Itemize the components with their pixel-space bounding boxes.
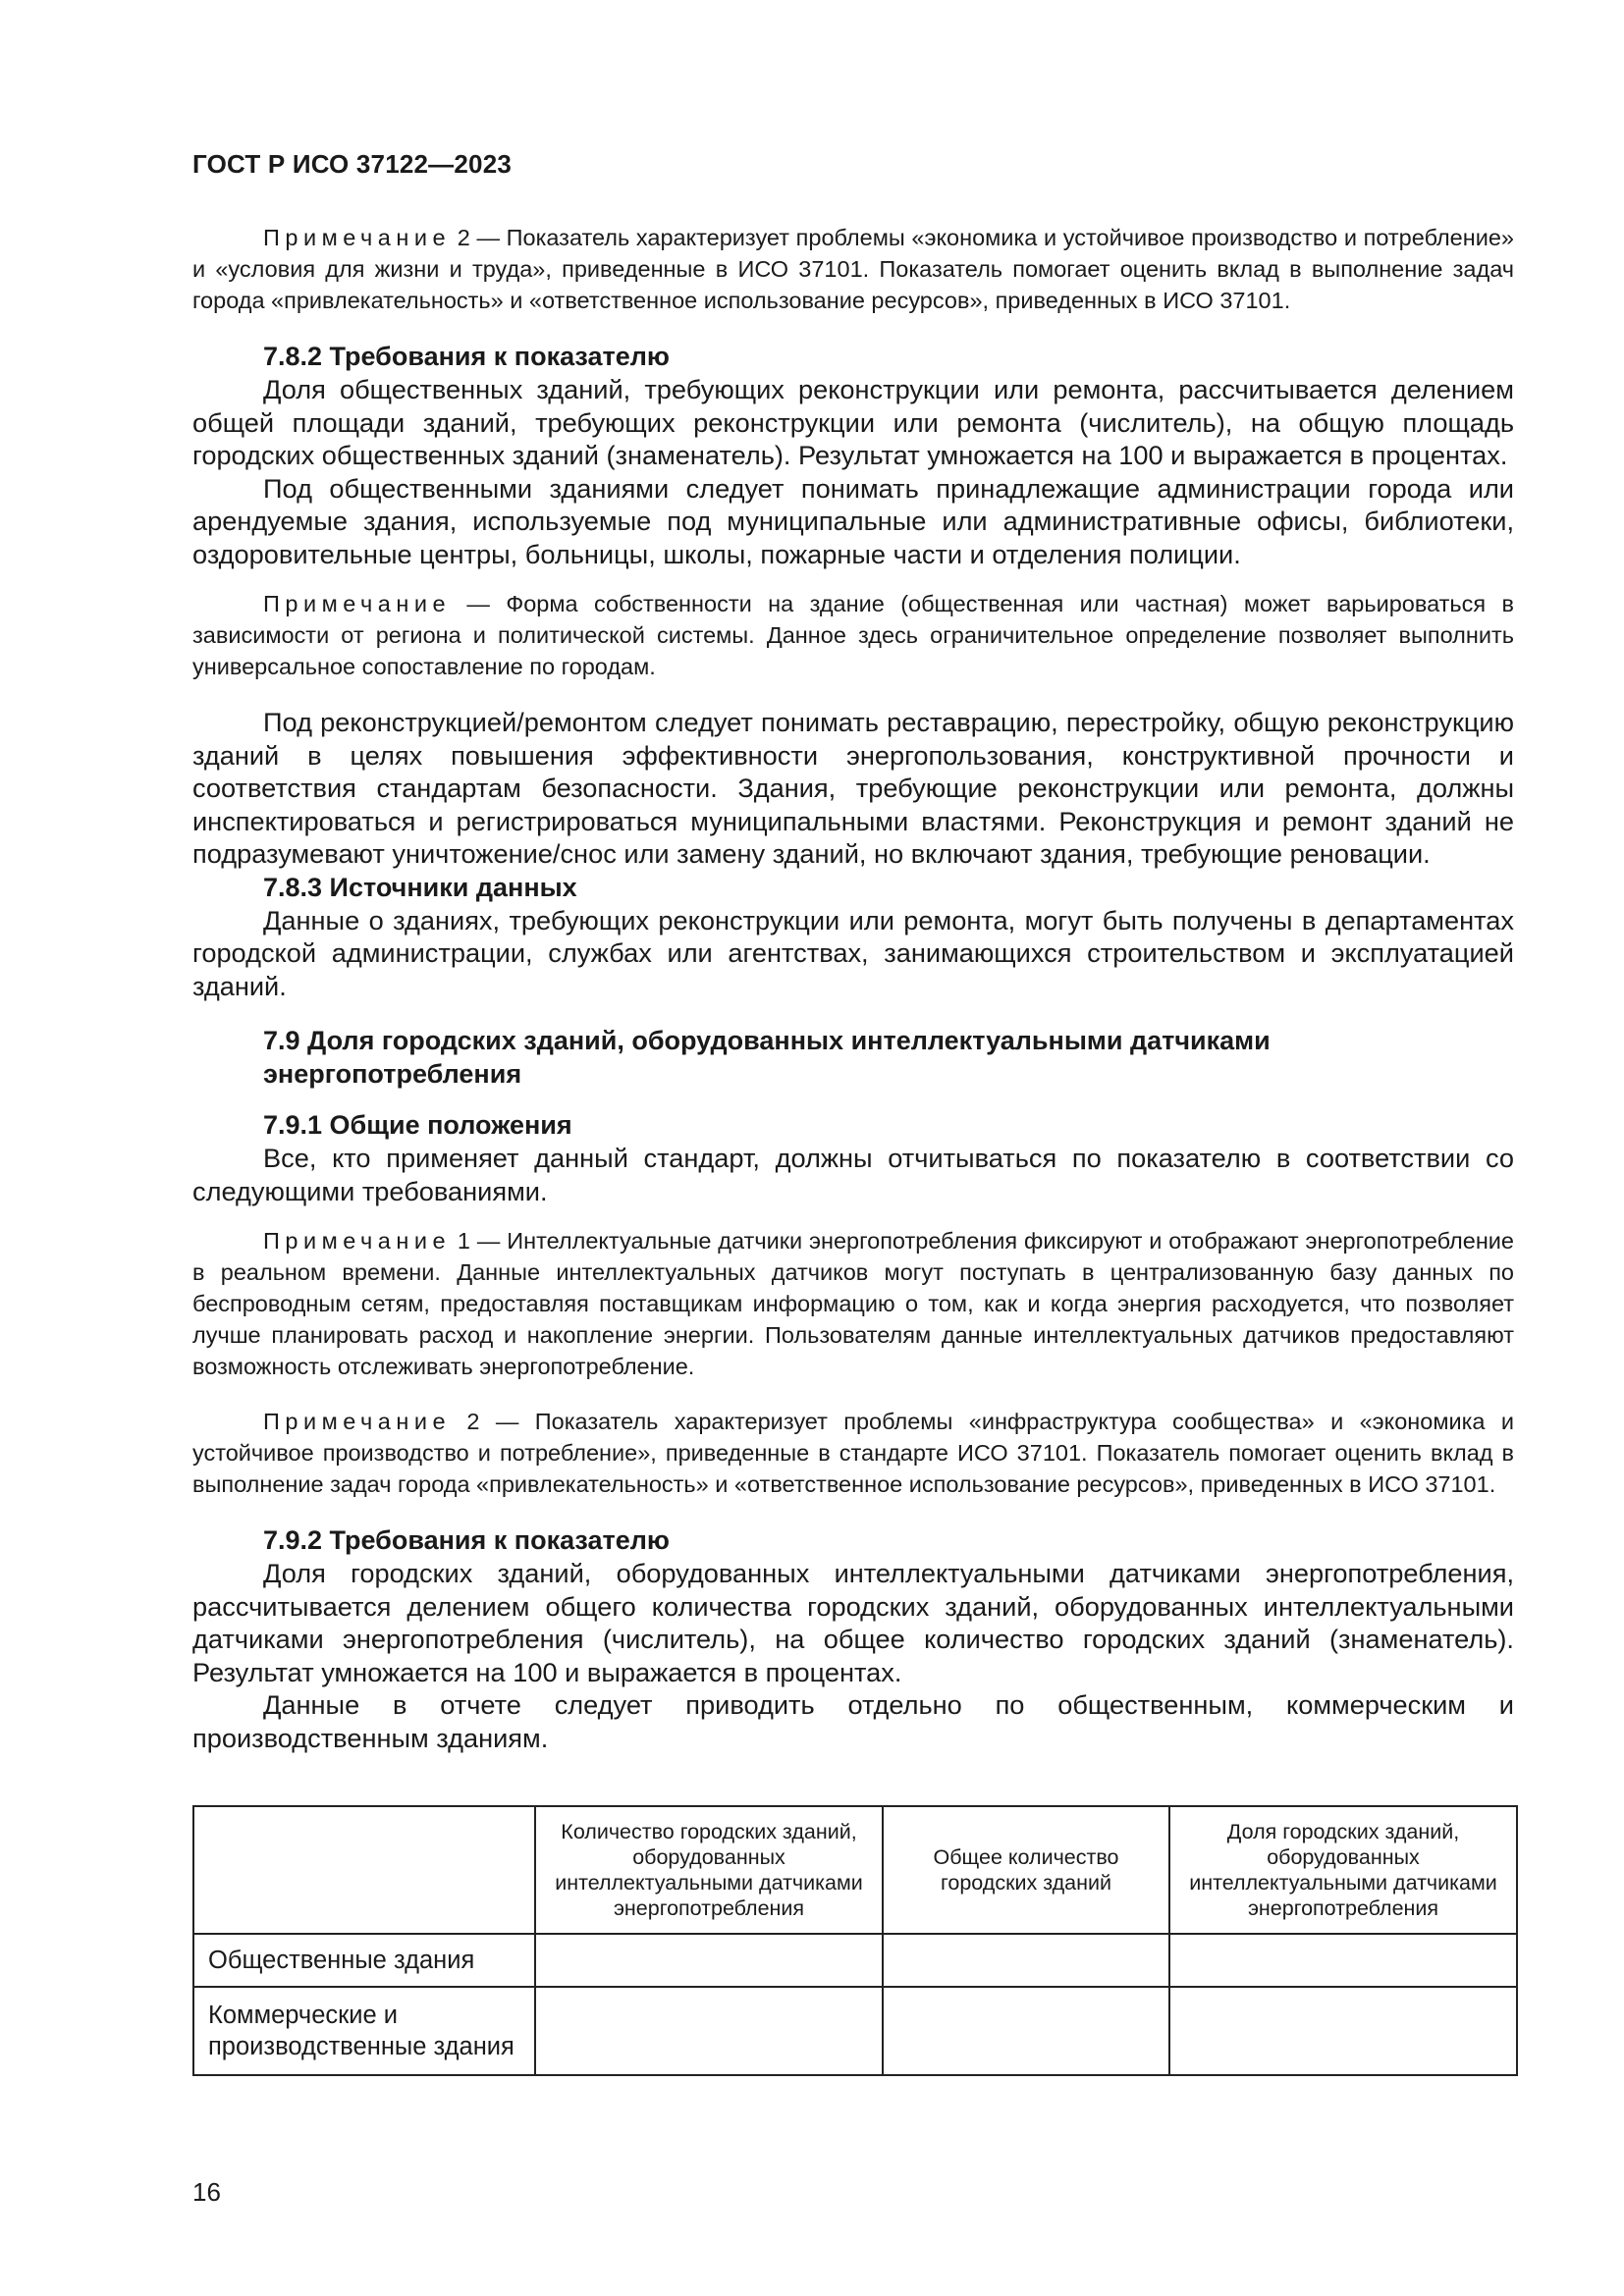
table-cell [883,1987,1169,2075]
heading-7-8-3: 7.8.3 Источники данных [263,872,577,902]
heading-7-9-2: 7.9.2 Требования к показателю [263,1525,670,1555]
paragraph: Данные о зданиях, требующих реконструкции или ремонта, могут быть получены в департаментах городской администрации, службах или агентствах, занимающихся строительством и эксплуатацией зданий. [192,904,1514,1001]
table-header-cell: Доля городских зданий, оборудованных интеллектуальными датчиками энергопотребления [1169,1806,1517,1934]
smart-sensors-table [192,1805,1518,2076]
table-cell [1169,1934,1517,1987]
note-2-community-infrastructure [192,1406,1514,1500]
note-prefix: Примечание [263,1228,452,1254]
note-1-smart-sensors [192,1225,1514,1382]
table-cell-label: Общественные здания [193,1934,535,1987]
paragraph: Все, кто применяет данный стандарт, должны отчитываться по показателю в соответствии со следующими требованиями. [192,1143,1514,1206]
paragraph: Под общественными зданиями следует понимать принадлежащие администрации города или арендуемые здания, используемые под муниципальные или административные офисы, библиотеки, оздоровительные центры, больницы, школы, пожарные части и отделения полиции. [192,472,1514,569]
paragraph: Доля общественных зданий, требующих реконструкции или ремонта, рассчитывается делением общей площади зданий, требующих реконструкции или ремонта (числитель), на общую площадь городских общественных зданий (знаменатель). Результат умножается на 100 и выражается в процентах. [192,374,1514,470]
table-header-cell: Количество городских зданий, оборудованных интеллектуальными датчиками энергопотребления [535,1806,883,1934]
table-cell [1169,1987,1517,2075]
table-cell [535,1934,883,1987]
heading-7-9 [192,1024,1514,1091]
heading-line: энергопотребления [263,1059,522,1089]
table-cell [535,1987,883,2075]
table-header-row [193,1806,1517,1934]
table-row [193,1987,1517,2075]
note-prefix: Примечание [263,1409,452,1434]
heading-7-8-2: 7.8.2 Требования к показателю [263,342,670,371]
paragraph: Данные в отчете следует приводить отдельно по общественным, коммерческим и производственным зданиям. [192,1689,1514,1753]
note-ownership [192,588,1514,682]
table-cell [883,1934,1169,1987]
note-text: 1 — Интеллектуальные датчики энергопотребления фиксируют и отображают энергопотребление в реальном времени. Данные интеллектуальных датчиков могут поступать в централизованную базу данных по беспроводным сетям, предоставляя поставщикам информацию о том, как и когда энергия расходуется, что позволяет лучше планировать расход и накопление энергии. Пользователям данные интеллектуальных датчиков предоставляют возможность отслеживать энергопотребление. [192,1228,1514,1379]
note-text: 2 — Показатель характеризует проблемы «инфраструктура сообщества» и «экономика и устойчивое производство и потребление», приведенные в стандарте ИСО 37101. Показатель помогает оценить вклад в выполнение задач города «привлекательность» и «ответственное использование ресурсов», приведенных в ИСО 37101. [192,1409,1514,1497]
heading-7-9-1: 7.9.1 Общие положения [263,1110,572,1140]
table-header-cell: Общее количество городских зданий [883,1806,1169,1934]
document-header: ГОСТ Р ИСО 37122—2023 [192,149,513,179]
page-content [192,222,1514,2076]
note-2-indicator-problems [192,222,1514,316]
table-header-cell [193,1806,535,1934]
paragraph: Под реконструкцией/ремонтом следует понимать реставрацию, перестройку, общую реконструкцию зданий в целях повышения эффективности энергопользования, конструктивной прочности и соответствия стандартам безопасности. Здания, требующие реконструкции или ремонта, должны инспектироваться и регистрироваться муниципальными властями. Реконструкция и ремонт зданий не подразумевают уничтожение/снос или замену зданий, но включают здания, требующие реновации. [192,707,1514,869]
paragraph: Доля городских зданий, оборудованных интеллектуальными датчиками энергопотребления, рассчитывается делением общего количества городских зданий, оборудованных интеллектуальными датчиками энергопотребления (числитель), на общее количество городских зданий (знаменатель). Результат умножается на 100 и выражается в процентах. [192,1558,1514,1687]
table-cell-label: Коммерческие и производственные здания [193,1987,535,2075]
page-number: 16 [192,2177,221,2207]
note-prefix: Примечание [263,225,452,250]
heading-line: 7.9 Доля городских зданий, оборудованных интеллектуальными датчиками [263,1026,1271,1055]
note-text: 2 — Показатель характеризует проблемы «экономика и устойчивое производство и потребление» и «условия для жизни и труда», приведенные в ИСО 37101. Показатель помогает оценить вклад в выполнение задач города «привлекательность» и «ответственное использование ресурсов», приведенных в ИСО 37101. [192,225,1514,313]
note-prefix: Примечание [263,591,452,616]
note-text: — Форма собственности на здание (общественная или частная) может варьироваться в зависимости от региона и политической системы. Данное здесь ограничительное определение позволяет выполнить универсальное сопоставление по городам. [192,591,1514,679]
table-row [193,1934,1517,1987]
